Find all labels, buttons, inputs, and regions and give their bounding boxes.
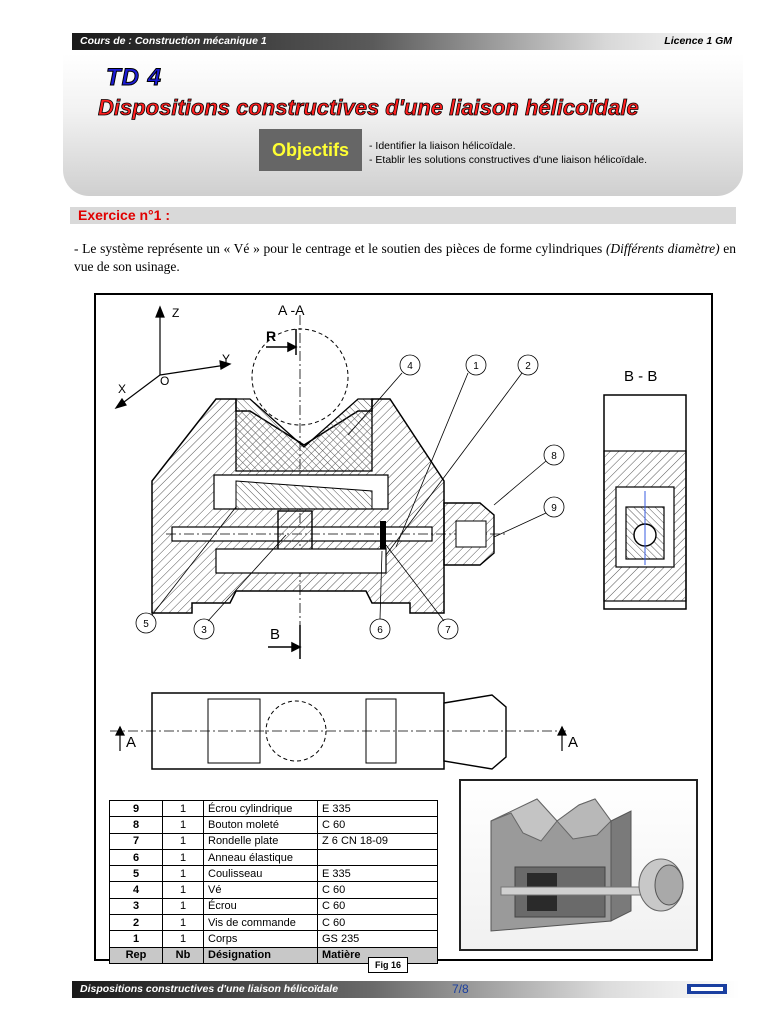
header-designation: Désignation [204, 947, 318, 963]
cut-a-left-label: A [126, 734, 137, 751]
cell-designation: Anneau élastique [204, 849, 318, 865]
section-bb-label: B - B [624, 368, 658, 385]
exercise-text [74, 240, 736, 276]
axis-x-label: X [118, 382, 127, 396]
cell-nb: 1 [163, 931, 204, 947]
cell-designation: Écrou cylindrique [204, 801, 318, 817]
table-row [110, 849, 438, 865]
knob-nut [456, 521, 486, 547]
cell-rep: 3 [110, 898, 163, 914]
cell-rep: 1 [110, 931, 163, 947]
cell-designation: Coulisseau [204, 866, 318, 882]
cut-a-right-label: A [568, 734, 579, 751]
3d-render-graphic [461, 781, 696, 949]
cell-matiere: C 60 [318, 915, 438, 931]
callout-6: 6 [377, 625, 383, 636]
objectives-list [369, 139, 647, 167]
cell-rep: 6 [110, 849, 163, 865]
exercise-text-part: en vue de son usinage. [74, 241, 736, 274]
cell-nb: 1 [163, 898, 204, 914]
cell-rep: 2 [110, 915, 163, 931]
top-view-knob [444, 695, 506, 769]
callout-1: 1 [473, 361, 479, 372]
cell-matiere [318, 849, 438, 865]
cell-nb: 1 [163, 801, 204, 817]
page-number: 7/8 [452, 982, 469, 996]
cell-matiere: Z 6 CN 18-09 [318, 833, 438, 849]
cell-rep: 4 [110, 882, 163, 898]
level-label: Licence 1 GM [664, 35, 732, 47]
cell-designation: Bouton moleté [204, 817, 318, 833]
cell-designation: Corps [204, 931, 318, 947]
cell-nb: 1 [163, 849, 204, 865]
table-row [110, 882, 438, 898]
cell-matiere: GS 235 [318, 931, 438, 947]
table-row [110, 817, 438, 833]
callout-3: 3 [201, 625, 207, 636]
cell-designation: Vis de commande [204, 915, 318, 931]
callout-5: 5 [143, 619, 149, 630]
table-row [110, 931, 438, 947]
cell-nb: 1 [163, 915, 204, 931]
parts-table [109, 800, 438, 964]
exercise-title: Exercice n°1 : [78, 207, 170, 223]
cell-matiere: C 60 [318, 898, 438, 914]
3d-render [459, 779, 698, 951]
cell-designation: Écrou [204, 898, 318, 914]
cell-nb: 1 [163, 882, 204, 898]
callout-4: 4 [407, 361, 413, 372]
exercise-text-part: - Le système représente un « Vé » pour le centrage et le soutien des pièces de forme cylindriques [74, 241, 606, 256]
cell-rep: 5 [110, 866, 163, 882]
axis-origin-label: O [160, 374, 170, 388]
table-row [110, 866, 438, 882]
cell-designation: Rondelle plate [204, 833, 318, 849]
lower-cavity [216, 549, 386, 573]
cell-matiere: E 335 [318, 866, 438, 882]
cell-rep: 9 [110, 801, 163, 817]
main-title: Dispositions constructives d'une liaison hélicoïdale [98, 95, 639, 120]
objective-item: - Etablir les solutions constructives d'une liaison hélicoïdale. [369, 154, 648, 166]
callout-9: 9 [551, 503, 557, 514]
cut-a-right-arrow [558, 727, 566, 751]
table-row [110, 898, 438, 914]
cell-rep: 8 [110, 817, 163, 833]
title-banner [63, 54, 743, 196]
ve-block [236, 399, 372, 471]
cut-a-left-arrow [116, 727, 124, 751]
callout-8: 8 [551, 451, 557, 462]
header-rep: Rep [110, 947, 163, 963]
cut-r-label: R [266, 328, 277, 344]
axis-system [116, 307, 230, 408]
cell-rep: 7 [110, 833, 163, 849]
section-aa-label: A -A [278, 302, 305, 318]
washer [380, 521, 386, 549]
cell-nb: 1 [163, 817, 204, 833]
axis-y-label: Y [222, 352, 231, 366]
institution-logo-icon [687, 982, 727, 996]
axis-z-label: Z [172, 306, 180, 320]
exercise-text-italic: (Différents diamètre) [605, 241, 720, 256]
course-title: Cours de : Construction mécanique 1 [80, 35, 267, 47]
objectives-label: Objectifs [259, 129, 362, 171]
callout-7: 7 [445, 625, 451, 636]
header-matiere: Matière [318, 947, 438, 963]
table-row [110, 801, 438, 817]
cell-matiere: E 335 [318, 801, 438, 817]
objective-item: - Identifier la liaison hélicoïdale. [369, 140, 516, 152]
header-nb: Nb [163, 947, 204, 963]
cut-b-label: B [270, 626, 281, 643]
table-row [110, 833, 438, 849]
table-row [110, 915, 438, 931]
cell-matiere: C 60 [318, 882, 438, 898]
cell-nb: 1 [163, 833, 204, 849]
cell-designation: Vé [204, 882, 318, 898]
footer-title: Dispositions constructives d'une liaison hélicoïdale [80, 983, 339, 995]
cell-nb: 1 [163, 866, 204, 882]
figure-label: Fig 16 [368, 957, 408, 973]
callout-2: 2 [525, 361, 531, 372]
td-number: TD 4 [106, 64, 163, 91]
cell-matiere: C 60 [318, 817, 438, 833]
